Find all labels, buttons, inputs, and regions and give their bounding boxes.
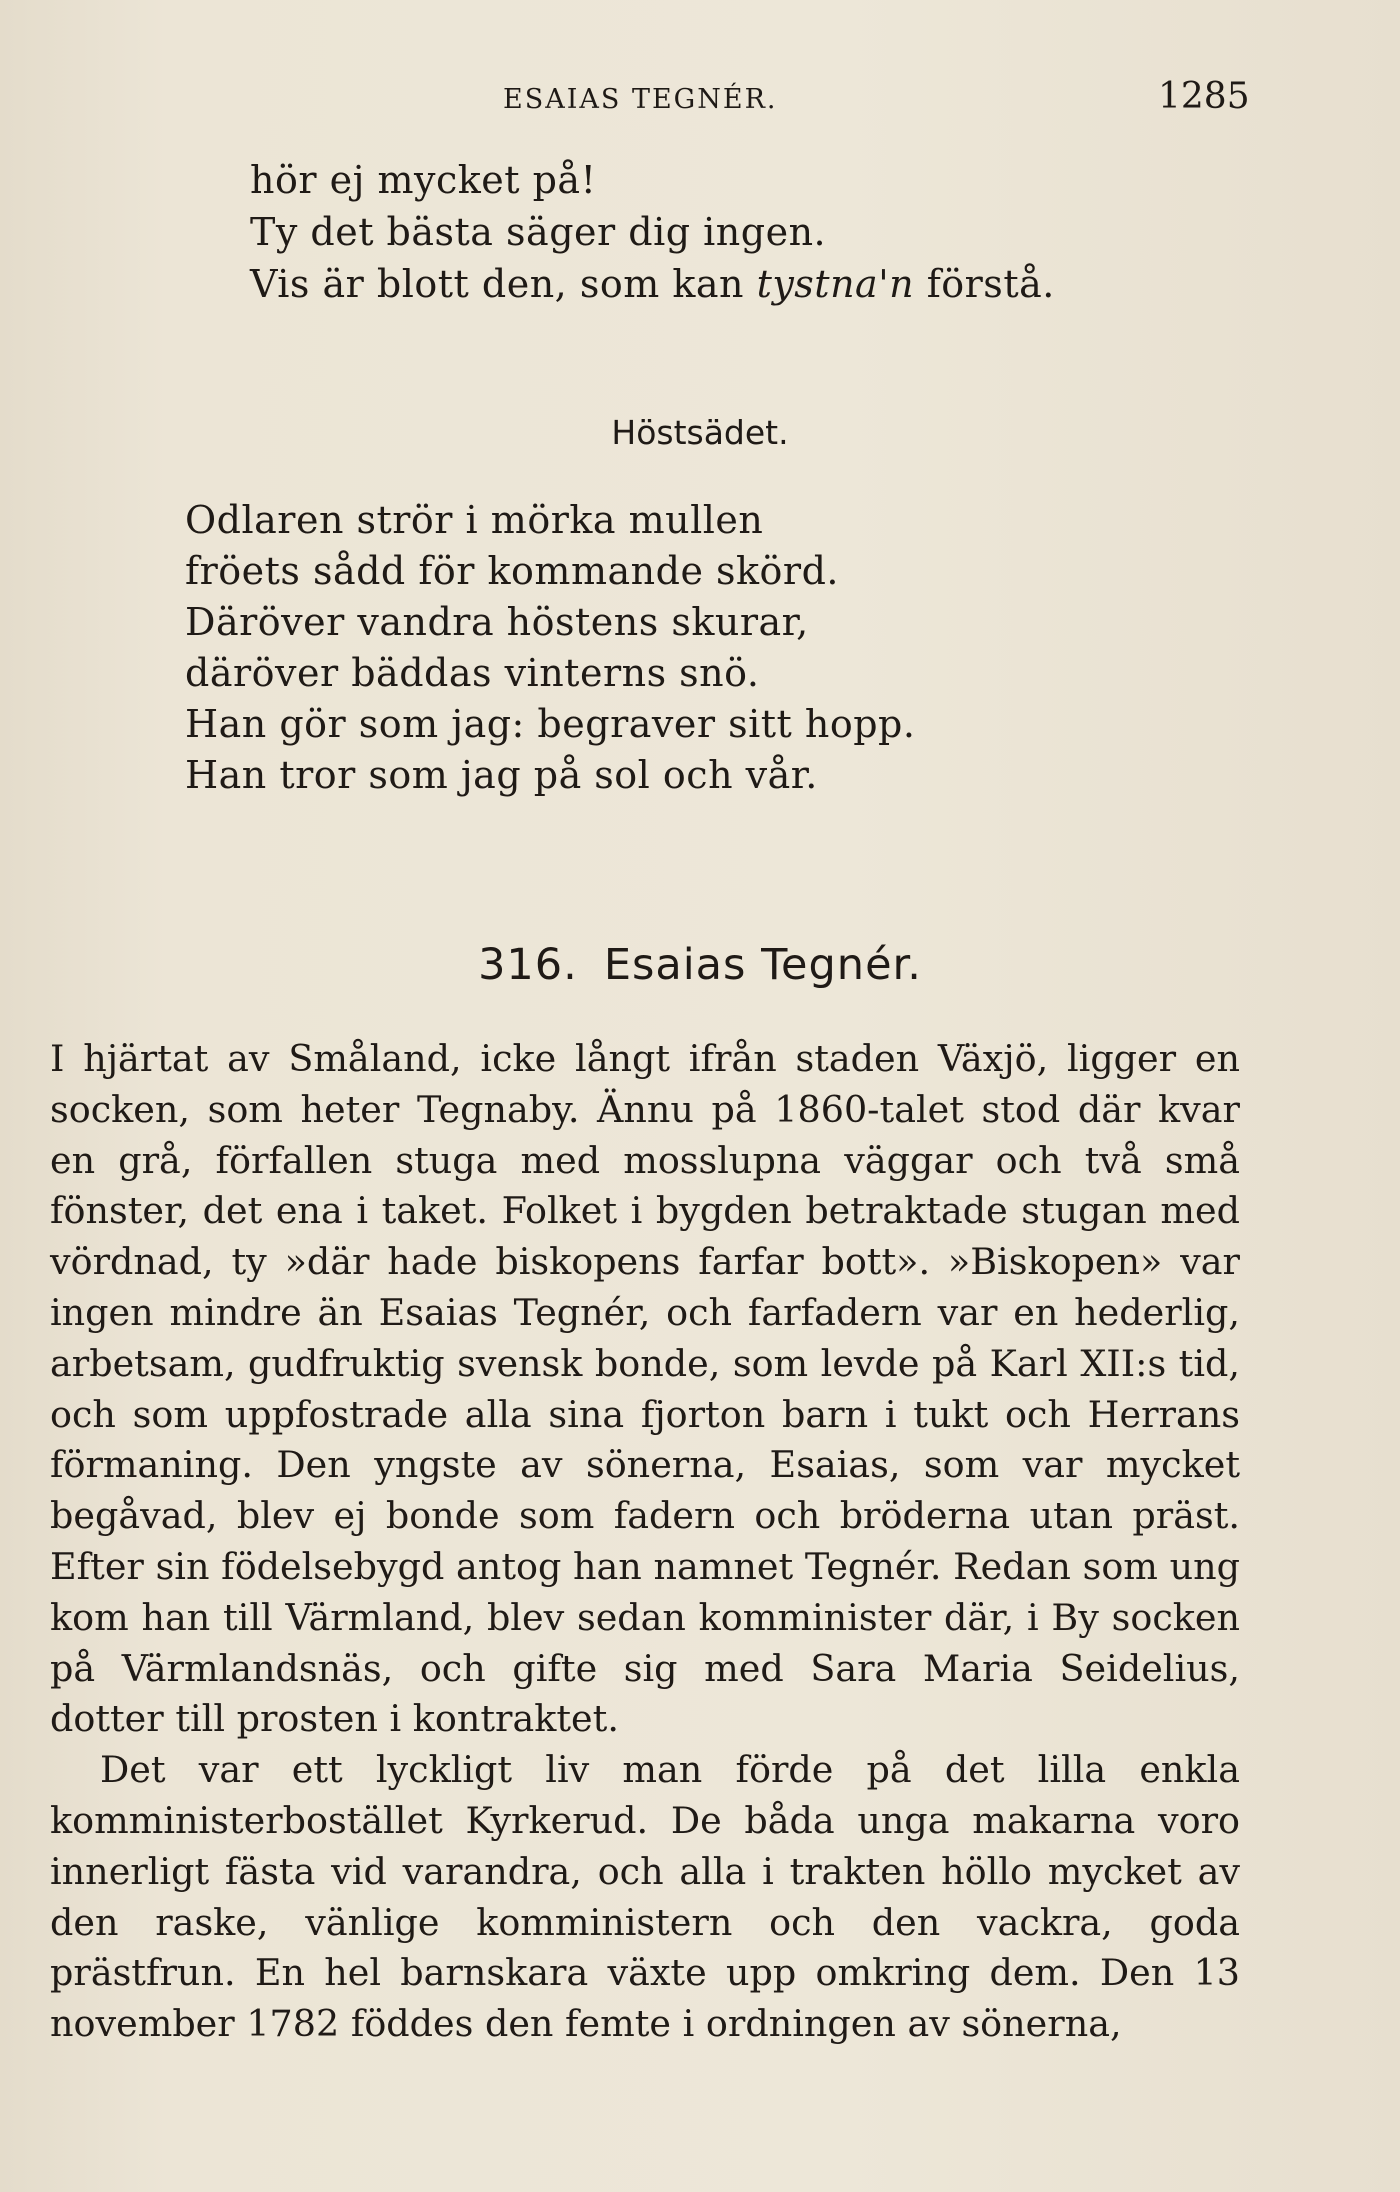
chapter-number: 316.: [478, 940, 578, 990]
poem-text: förstå.: [914, 262, 1055, 306]
page-number: 1285: [1158, 76, 1250, 117]
poem-italic-word: tystna'n: [756, 262, 915, 306]
poem-line: fröets sådd för kommande skörd.: [185, 549, 839, 593]
poem-line: Ty det bästa säger dig ingen.: [250, 210, 827, 254]
running-title: ESAIAS TEGNÉR.: [503, 84, 778, 115]
chapter-title: Esaias Tegnér.: [603, 940, 922, 990]
poem-line: [250, 260, 1055, 308]
poem-line: Däröver vandra höstens skurar,: [185, 600, 809, 644]
poem-line: Han tror som jag på sol och vår.: [185, 753, 818, 797]
chapter-body: [50, 1034, 1240, 2050]
poem-line: hör ej mycket på!: [250, 158, 597, 202]
poem-title: Höstsädet.: [611, 413, 789, 452]
poem-text: Vis är blott den, som kan: [250, 262, 757, 306]
paragraph: I hjärtat av Småland, icke långt ifrån staden Växjö, ligger en socken, som heter Tegnaby. Ännu på 1860-talet stod där kvar en grå, förfallen stuga med mosslupna väggar och två små fönster, det ena i taket. Folket i bygden betraktade stugan med vördnad, ty »där hade biskopens farfar bott». »Biskopen» var ingen mindre än Esaias Tegnér, och farfadern var en hederlig, arbetsam, gudfruktig svensk bonde, som levde på Karl XII:s tid, och som uppfostrade alla sina fjorton barn i tukt och Herrans förmaning. Den yngste av sönerna, Esaias, som var mycket begåvad, blev ej bonde som fadern och bröderna utan präst. Efter sin födelsebygd antog han namnet Tegnér. Redan som ung kom han till Värmland, blev sedan komminister där, i By socken på Värmlandsnäs, och gifte sig med Sara Maria Seidelius, dotter till prosten i kontraktet.: [50, 1037, 1240, 1741]
poem-line: Han gör som jag: begraver sitt hopp.: [185, 702, 916, 746]
poem-line: däröver bäddas vinterns snö.: [185, 651, 760, 695]
poem-line: Odlaren strör i mörka mullen: [185, 498, 764, 542]
chapter-heading: [0, 940, 1400, 990]
page-header: [0, 76, 1400, 126]
paragraph: Det var ett lyckligt liv man förde på det lilla enkla komministerbostället Kyrkerud. De båda unga makarna voro innerligt fästa vid varandra, och alla i trakten höllo mycket av den raske, vänlige komministern och den vackra, goda prästfrun. En hel barnskara växte upp omkring dem. Den 13 november 1782 föddes den femte i ordningen av sönerna,: [50, 1748, 1240, 2046]
